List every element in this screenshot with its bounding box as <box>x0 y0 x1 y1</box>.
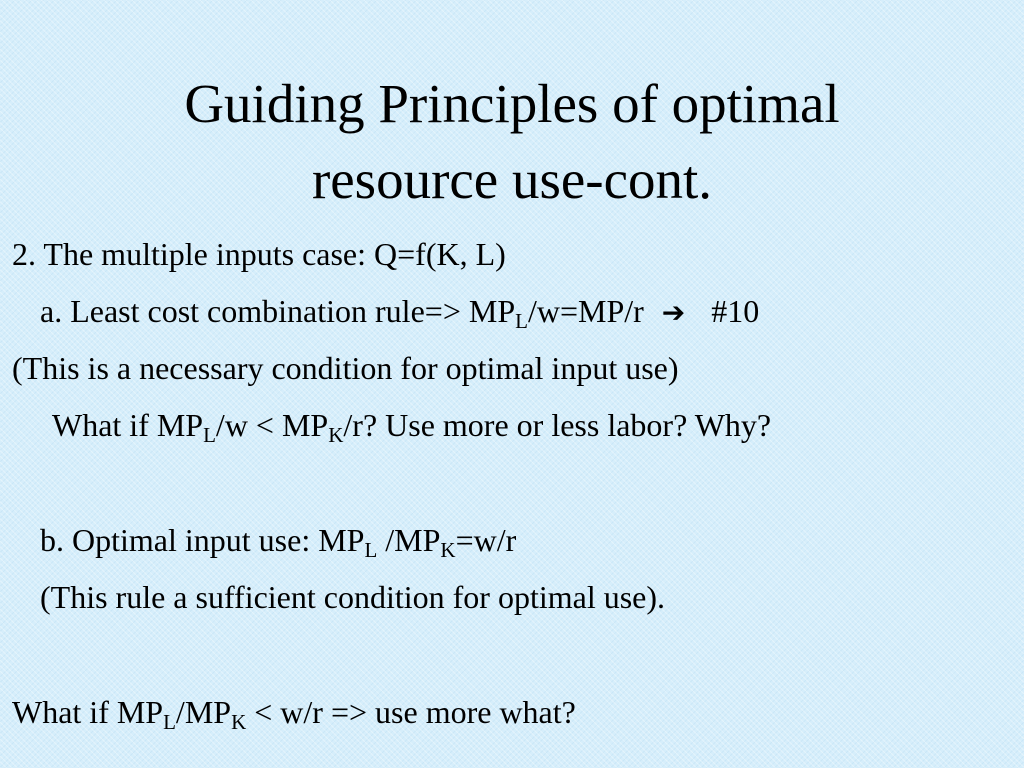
reference-number: #10 <box>711 293 760 329</box>
subscript-l: L <box>163 710 176 734</box>
right-arrow-icon: ➔ <box>661 296 686 329</box>
multiple-inputs-case-line: 2. The multiple inputs case: Q=f(K, L) <box>12 236 506 272</box>
ratio-question-post: < w/r => use more what? <box>246 694 576 730</box>
optimal-input-mid: /MP <box>377 522 441 558</box>
subscript-k: K <box>231 710 247 734</box>
ratio-question-pre: What if MP <box>12 694 164 730</box>
subscript-k: K <box>328 423 344 447</box>
optimal-input-post: =w/r <box>455 522 517 558</box>
least-cost-rule-text: a. Least cost combination rule=> MP <box>40 293 516 329</box>
sufficient-condition-line: (This rule a sufficient condition for optimal use). <box>40 579 666 615</box>
least-cost-rule-formula: /w=MP/r <box>527 293 644 329</box>
optimal-input-use-line <box>40 520 516 560</box>
what-if-ratio-question <box>12 692 576 732</box>
question-pre: What if MP <box>52 407 204 443</box>
necessary-condition-line: (This is a necessary condition for optimal input use) <box>12 350 679 386</box>
optimal-input-pre: b. Optimal input use: MP <box>40 522 365 558</box>
title-line-2: resource use-cont. <box>311 149 713 210</box>
ratio-question-mid: /MP <box>175 694 232 730</box>
slide-title <box>0 66 1024 218</box>
title-line-1: Guiding Principles of optimal <box>184 73 840 134</box>
subscript-k: K <box>440 538 456 562</box>
subscript-l: L <box>515 309 528 333</box>
subscript-l: L <box>364 538 378 562</box>
least-cost-rule-line <box>40 291 759 333</box>
what-if-labor-question <box>52 405 771 445</box>
question-post: /r? Use more or less labor? Why? <box>343 407 772 443</box>
subscript-l: L <box>203 423 216 447</box>
question-mid: /w < MP <box>215 407 329 443</box>
